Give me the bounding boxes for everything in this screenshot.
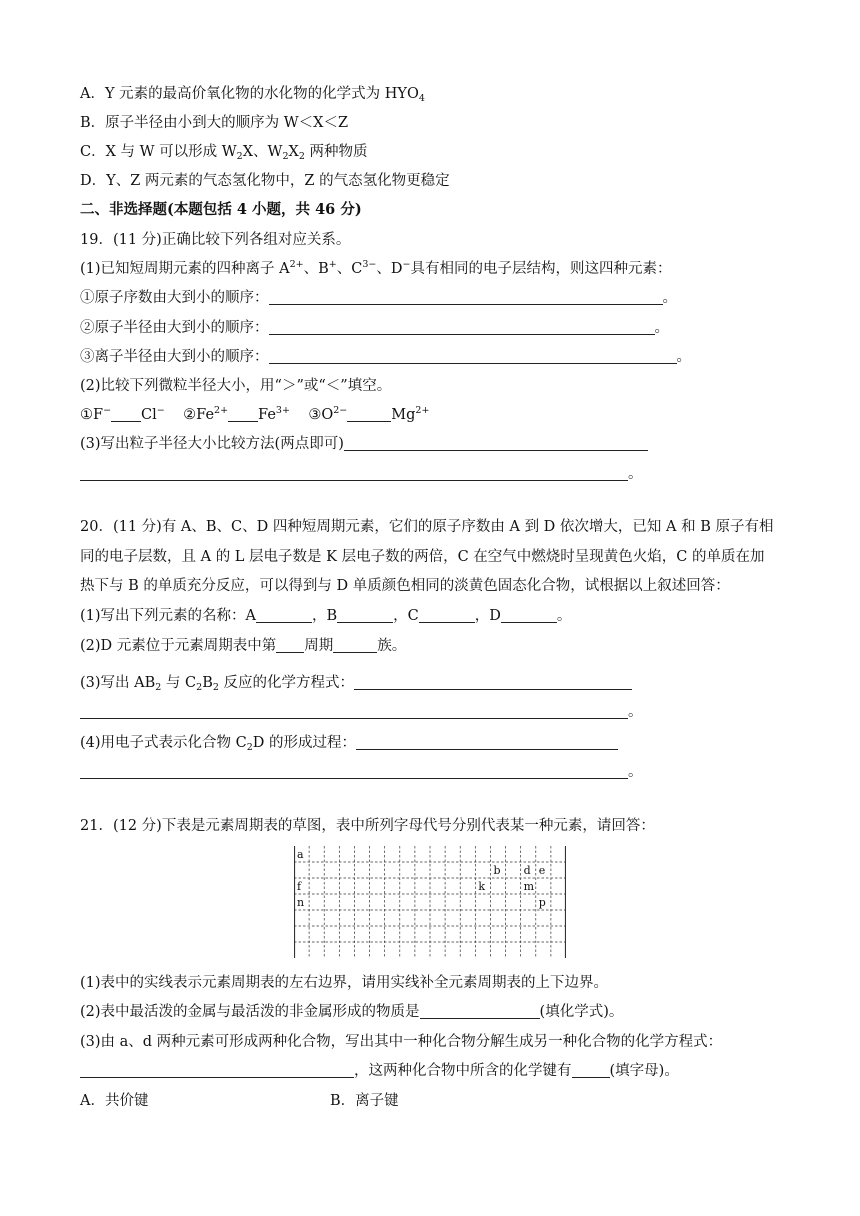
answer-blank[interactable] — [501, 607, 557, 623]
element-letter-m: m — [523, 880, 535, 893]
element-letter-a: a — [297, 848, 304, 861]
q18-option-d: D．Y、Z 两元素的气态氢化物中，Z 的气态氢化物更稳定 — [80, 173, 450, 189]
q21-part1: (1)表中的实线表示元素周期表的左右边界，请用实线补全元素周期表的上下边界。 — [80, 975, 609, 991]
periodic-table-sketch — [294, 846, 566, 958]
periodic-table-grid — [294, 846, 566, 958]
q19-compare: ①F− Cl− $②Fe^{2+}$ $Fe^{3+}$ $③O^{2-}$ $Mg^{2+}$ — [80, 405, 430, 423]
q20-part1: (1)写出下列元素的名称：A ，B ，C ，D 。 — [80, 608, 572, 624]
answer-blank[interactable] — [333, 637, 377, 653]
element-letter-e: e — [538, 864, 546, 877]
answer-blank[interactable] — [111, 406, 141, 422]
q19-sub3: ③离子半径由大到小的顺序： 。 — [80, 349, 691, 365]
element-letter-p: p — [538, 896, 546, 909]
q18-option-b: B．原子半径由小到大的顺序为 W＜X＜Z — [80, 115, 349, 131]
answer-blank[interactable] — [256, 607, 312, 623]
answer-blank[interactable] — [337, 607, 393, 623]
answer-blank[interactable] — [269, 289, 663, 305]
q20-text-3: 热下与 B 的单质充分反应，可以得到与 D 单质颜色相同的淡黄色固态化合物，试根据以上叙述回答： — [80, 578, 730, 594]
element-letter-b: b — [493, 864, 501, 877]
q18-option-a: A．Y 元素的最高价氧化物的水化物的化学式为 $HYO_4$ — [80, 86, 425, 104]
answer-blank[interactable] — [344, 435, 648, 451]
q20-text-2: 同的电子层数，且 A 的 L 层电子数是 K 层电子数的两倍，C 在空气中燃烧时呈现黄色火焰，C 的单质在加 — [80, 549, 765, 565]
q21-part3: (3)由 a、d 两种元素可形成两种化合物，写出其中一种化合物分解生成另一种化合物的化学方程式： — [80, 1034, 723, 1050]
q19-part1: (1)已知短周期元素的四种离子 $A^{2+}$、B+、$C^{3-}$、D−具有相同的电子层结构，则这四种元素： — [80, 259, 672, 277]
q21-part2: (2)表中最活泼的金属与最活泼的非金属形成的物质是 (填化学式)。 — [80, 1004, 624, 1020]
q19-intro: 19．(11 分)正确比较下列各组对应关系。 — [80, 232, 351, 248]
answer-blank[interactable] — [80, 465, 628, 481]
q19-part3-line2: 。 — [80, 464, 643, 484]
q19-part2: (2)比较下列微粒半径大小，用“＞”或“＜”填空。 — [80, 378, 392, 394]
q20-part2: (2)D 元素位于元素周期表中第 周期 族。 — [80, 638, 407, 654]
q21-intro: 21．(12 分)下表是元素周期表的草图，表中所列字母代号分别代表某一种元素，请回答： — [80, 818, 655, 834]
answer-blank[interactable] — [228, 406, 258, 422]
answer-blank[interactable] — [356, 734, 618, 750]
q20-part3-line2: 。 — [80, 702, 643, 722]
answer-blank[interactable] — [269, 348, 677, 364]
q21-option-b: B．离子键 — [330, 1093, 399, 1109]
answer-blank[interactable] — [347, 406, 391, 422]
q20-part4-line2: 。 — [80, 762, 643, 782]
answer-blank[interactable] — [572, 1062, 610, 1078]
q21-part3-line2: ，这两种化合物中所含的化学键有 (填字母)。 — [80, 1061, 679, 1081]
answer-blank[interactable] — [269, 319, 655, 335]
q18-option-c: C．X 与 W 可以形成 $W_2X$、$W_2X_2$ 两种物质 — [80, 144, 368, 162]
q21-option-a: A．共价键 — [80, 1093, 149, 1109]
answer-blank[interactable] — [80, 703, 628, 719]
section-heading: 二、非选择题(本题包括 4 小题，共 46 分) — [80, 201, 362, 218]
answer-blank[interactable] — [80, 1062, 354, 1078]
answer-blank[interactable] — [419, 607, 475, 623]
q19-part3: (3)写出粒子半径大小比较方法(两点即可) — [80, 434, 648, 454]
q19-sub2: ②原子半径由大到小的顺序： 。 — [80, 320, 669, 336]
answer-blank[interactable] — [276, 637, 304, 653]
q20-text-1: 20．(11 分)有 A、B、C、D 四种短周期元素，它们的原子序数由 A 到 D 依次增大，已知 A 和 B 原子有相 — [80, 519, 774, 535]
element-letter-f: f — [297, 880, 302, 893]
answer-blank[interactable] — [80, 763, 628, 779]
q20-part3: (3)写出 $AB_2$ 与 $C_2B_2$ 反应的化学方程式： — [80, 673, 632, 693]
element-letter-n: n — [297, 896, 305, 909]
element-letter-k: k — [478, 880, 486, 893]
answer-blank[interactable] — [420, 1003, 540, 1019]
element-letter-d: d — [523, 864, 531, 877]
answer-blank[interactable] — [354, 674, 632, 690]
q20-part4: (4)用电子式表示化合物 $C_2D$ 的形成过程： — [80, 733, 618, 753]
q19-sub1: ①原子序数由大到小的顺序： 。 — [80, 290, 677, 306]
